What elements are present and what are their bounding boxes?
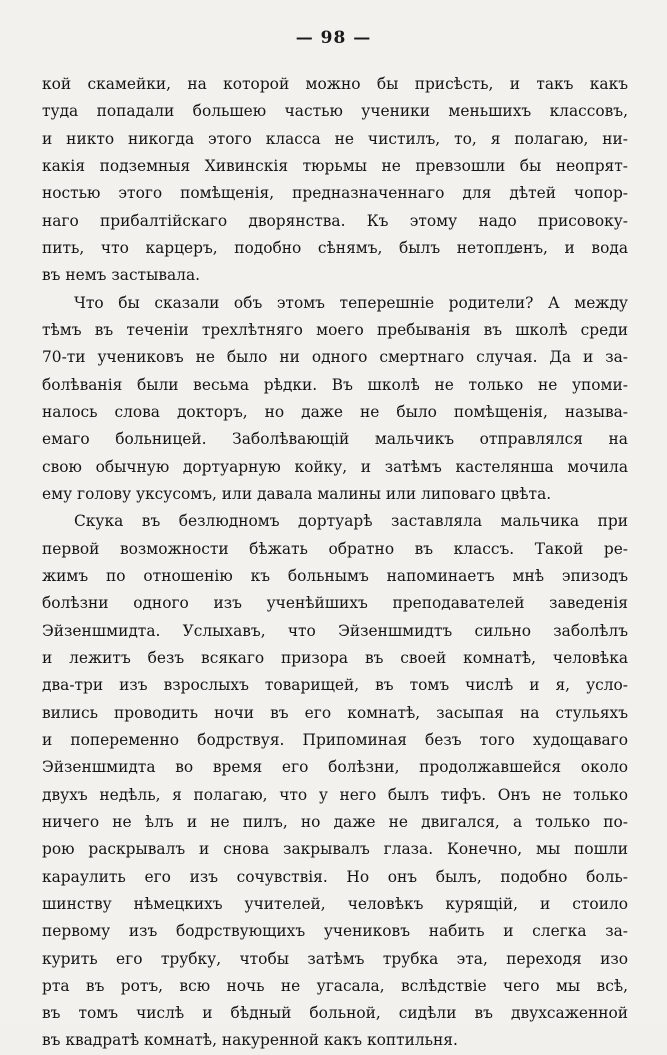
page-number: — 98 —	[295, 28, 372, 48]
text-line: курить его трубку, чтобы затѣмъ трубка эта, переходя изо	[42, 949, 628, 968]
text-line: ностью этого помѣщенія, предназначеннаго для дѣтей чопор-	[42, 184, 628, 203]
paragraph	[42, 508, 628, 1055]
text-line: Эйзеншмидта во время его болѣзни, продолжавшейся около	[42, 758, 628, 777]
text-line: пить, что карцеръ, подобно сѣнямъ, былъ нетопленъ, и вода	[42, 238, 628, 257]
text-line: кой скамейки, на которой можно бы присѣсть, и такъ какъ	[42, 75, 628, 93]
text-line: туда попадали большею частью ученики меньшихъ классовъ,	[42, 102, 628, 121]
text-line: въ томъ числѣ и бѣдный больной, сидѣли въ двухсаженной	[42, 1004, 628, 1023]
text-line: двухъ недѣль, я полагаю, что у него былъ тифъ. Онъ не только	[42, 785, 628, 804]
text-line: болѣзни одного изъ ученѣйшихъ преподавателей заведенія	[42, 594, 628, 613]
text-line: налось слова докторъ, но даже не было помѣщенія, называ-	[42, 402, 628, 421]
text-line: Что бы сказали объ этомъ теперешніе родители? А между	[74, 293, 628, 312]
text-line: 70-ти учениковъ не было ни одного смертнаго случая. Да и за-	[42, 348, 628, 367]
text-line: наго прибалтійскаго дворянства. Къ этому надо присовоку-	[42, 211, 628, 230]
text-line: рта въ ротъ, всю ночь не угасала, вслѣдствіе чего мы всѣ,	[42, 976, 628, 995]
text-line: въ квадратѣ комнатѣ, накуренной какъ коптильня.	[42, 1031, 458, 1050]
paragraph	[42, 290, 628, 509]
text-line: первой возможности бѣжать обратно въ классъ. Такой ре-	[42, 539, 628, 558]
text-line: болѣванія были весьма рѣдки. Въ школѣ не только не упоми-	[42, 375, 628, 394]
text-line: и лежитъ безъ всякаго призора въ своей комнатѣ, человѣка	[42, 648, 628, 667]
text-line: свою обычную дортуарную койку, и затѣмъ кастелянша мочила	[42, 457, 628, 476]
text-line: караулить его изъ сочувствія. Но онъ былъ, подобно боль-	[42, 867, 628, 886]
text-line: вились проводить ночи въ его комнатѣ, засыпая на стульяхъ	[42, 703, 628, 722]
text-line: Эйзеншмидта. Услыхавъ, что Эйзеншмидтъ сильно заболѣлъ	[42, 621, 628, 640]
text-line: и попеременно бодрствуя. Припоминая безъ того худощаваго	[42, 730, 628, 749]
text-line: ему голову уксусомъ, или давала малины или липоваго цвѣта.	[42, 484, 552, 503]
text-line: емаго больницей. Заболѣвающій мальчикъ отправлялся на	[42, 430, 628, 449]
body-text	[42, 71, 628, 1055]
text-line: какія подземныя Хивинскія тюрьмы не превзошли бы неопрят-	[42, 156, 628, 175]
text-line: Скука въ безлюдномъ дортуарѣ заставляла мальчика при	[74, 512, 628, 531]
text-line: шинству нѣмецкихъ учителей, человѣкъ курящій, и стоило	[42, 894, 628, 913]
text-line: и никто никогда этого класса не чистилъ, то, я полагаю, ни-	[42, 129, 628, 148]
text-line: тѣмъ въ теченіи трехлѣтняго моего пребыванія въ школѣ среди	[42, 320, 628, 339]
text-line: первому изъ бодрствующихъ учениковъ набить и слегка за-	[42, 922, 628, 941]
text-line: рою раскрывалъ и снова закрывалъ глаза. Конечно, мы пошли	[42, 840, 628, 859]
paragraph	[42, 71, 628, 290]
text-line: ничего не ѣлъ и не пилъ, но даже не двигался, а только по-	[42, 812, 628, 831]
text-line: въ немъ застывала.	[42, 266, 201, 285]
text-line: два-три изъ взрослыхъ товарищей, въ томъ числѣ и я, усло-	[42, 676, 628, 695]
text-line: жимъ по отношенію къ больнымъ напоминаетъ мнѣ эпизодъ	[42, 566, 628, 585]
